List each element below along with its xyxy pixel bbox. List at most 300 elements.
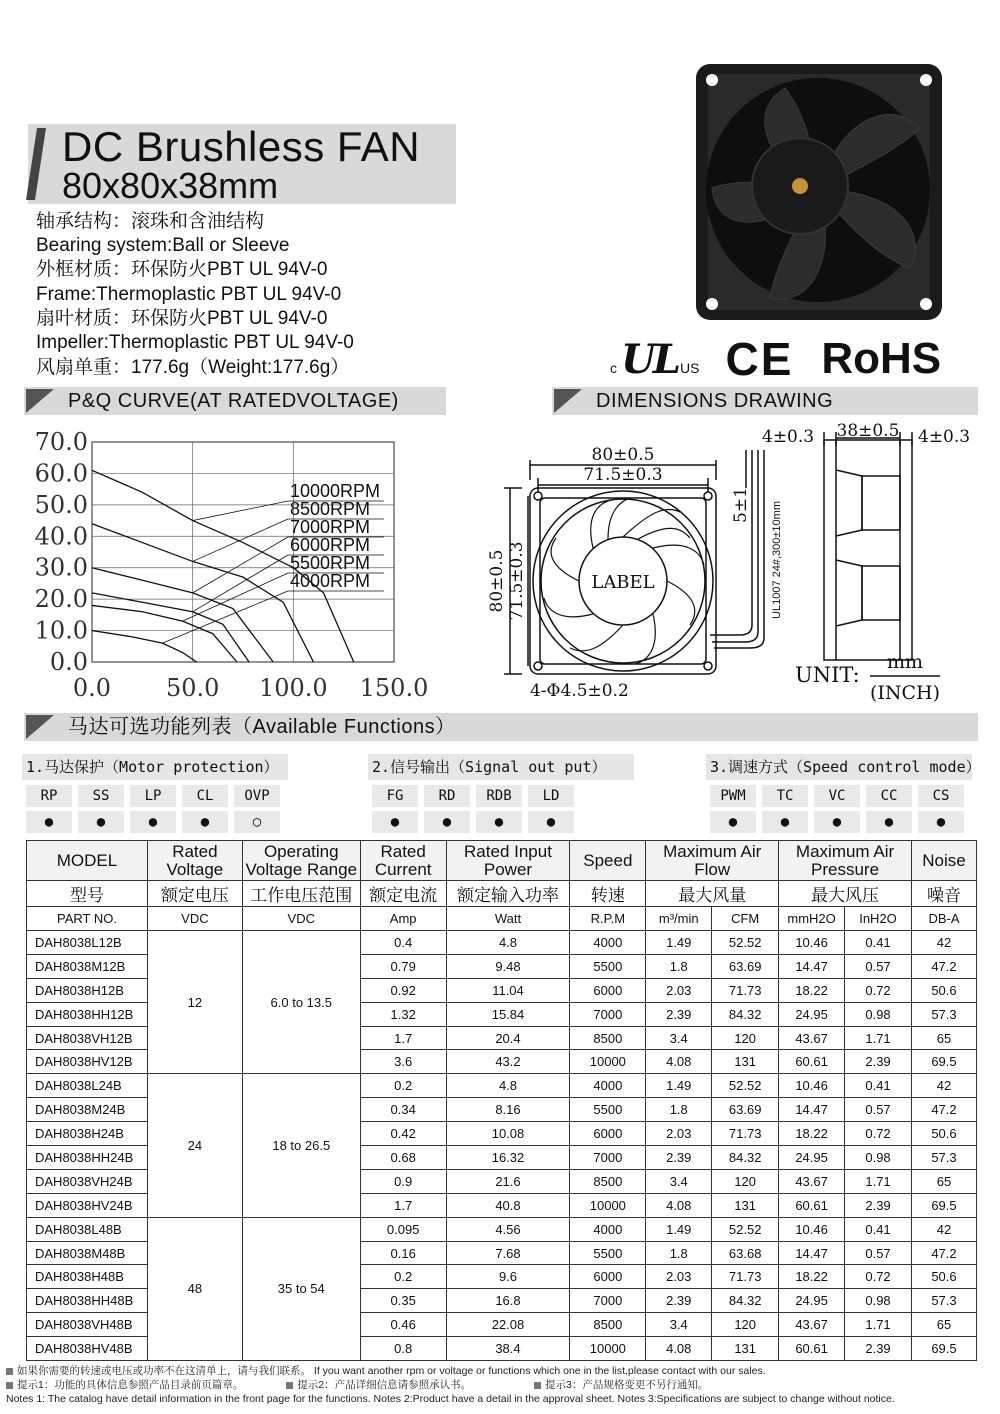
series-line-7000rpm [92, 568, 273, 662]
function-mark-rdb: ● [476, 811, 522, 833]
function-mark-cs: ● [918, 811, 964, 833]
noise-cell: 69.5 [911, 1337, 976, 1361]
pressure-mm-cell: 18.22 [779, 1122, 845, 1146]
current-cell: 0.2 [360, 1265, 446, 1289]
model-cell: DAH8038H12B [27, 978, 148, 1002]
airflow-m3-cell: 1.8 [646, 954, 712, 978]
noise-cell: 50.6 [911, 978, 976, 1002]
noise-cell: 42 [911, 1074, 976, 1098]
current-cell: 1.7 [360, 1026, 446, 1050]
speed-control-title: 3.调速方式（Speed control mode） [706, 754, 972, 780]
speed-cell: 8500 [570, 1169, 646, 1193]
power-cell: 15.84 [446, 1002, 570, 1026]
voltage-range-cell: 6.0 to 13.5 [242, 931, 360, 1074]
column-header: MODEL [27, 841, 148, 881]
model-cell: DAH8038VH12B [27, 1026, 148, 1050]
legend-label: 6000RPM [290, 535, 371, 555]
airflow-cfm-cell: 63.68 [712, 1241, 779, 1265]
speed-cell: 4000 [570, 931, 646, 955]
legend-label: 10000RPM [290, 481, 381, 501]
column-header-cn: 噪音 [911, 881, 976, 907]
speed-cell: 10000 [570, 1193, 646, 1217]
airflow-cfm-cell: 120 [712, 1169, 779, 1193]
pressure-mm-cell: 10.46 [779, 931, 845, 955]
legend-leader-line [193, 555, 288, 612]
function-code-pwm: PWM [710, 785, 756, 807]
y-tick-label: 30.0 [34, 553, 88, 582]
airflow-m3-cell: 1.49 [646, 1217, 712, 1241]
power-cell: 7.68 [446, 1241, 570, 1265]
airflow-cfm-cell: 52.52 [712, 1217, 779, 1241]
pq-section-header [24, 387, 446, 415]
function-code-rd: RD [424, 785, 470, 807]
function-code-vc: VC [814, 785, 860, 807]
noise-cell: 42 [911, 931, 976, 955]
x-tick-label: 150.0 [359, 674, 429, 702]
pressure-mm-cell: 18.22 [779, 1265, 845, 1289]
unit-header: mmH2O [779, 907, 845, 931]
ce-logo: CE [725, 333, 794, 385]
pressure-in-cell: 2.39 [845, 1050, 912, 1074]
speed-cell: 5500 [570, 1241, 646, 1265]
speed-cell: 6000 [570, 1265, 646, 1289]
model-cell: DAH8038H48B [27, 1265, 148, 1289]
pressure-in-cell: 1.71 [845, 1026, 912, 1050]
pressure-mm-cell: 14.47 [779, 1098, 845, 1122]
dim-mount-holes: 4-Φ4.5±0.2 [530, 681, 629, 701]
legend-label: 8500RPM [290, 499, 371, 519]
dims-section-header [552, 387, 978, 415]
unit-header: VDC [242, 907, 360, 931]
column-header: Rated Current [360, 841, 446, 881]
airflow-m3-cell: 4.08 [646, 1193, 712, 1217]
x-tick-label: 50.0 [165, 674, 220, 702]
airflow-cfm-cell: 131 [712, 1050, 779, 1074]
unit-label: UNIT: [795, 663, 860, 687]
speed-cell: 10000 [570, 1337, 646, 1361]
model-cell: DAH8038L12B [27, 931, 148, 955]
power-cell: 9.6 [446, 1265, 570, 1289]
rohs-logo: RoHS [821, 334, 942, 383]
airflow-m3-cell: 2.39 [646, 1146, 712, 1170]
pressure-in-cell: 0.41 [845, 931, 912, 955]
speed-cell: 7000 [570, 1289, 646, 1313]
column-header-cn: 额定电压 [147, 881, 242, 907]
model-cell: DAH8038L24B [27, 1074, 148, 1098]
pressure-in-cell: 0.98 [845, 1289, 912, 1313]
function-mark-ss: ● [78, 811, 124, 833]
column-header: Maximum Air Pressure [779, 841, 912, 881]
speed-cell: 8500 [570, 1313, 646, 1337]
wire-spec-text: UL1007 24#,300±10mm [771, 501, 783, 619]
function-code-tc: TC [762, 785, 808, 807]
signal-output-title: 2.信号输出（Signal out put） [368, 754, 634, 780]
airflow-m3-cell: 1.49 [646, 1074, 712, 1098]
airflow-cfm-cell: 63.69 [712, 1098, 779, 1122]
dim-side-right: 4±0.3 [918, 427, 971, 447]
current-cell: 1.32 [360, 1002, 446, 1026]
speed-cell: 4000 [570, 1074, 646, 1098]
noise-cell: 65 [911, 1169, 976, 1193]
pressure-mm-cell: 10.46 [779, 1217, 845, 1241]
airflow-m3-cell: 2.39 [646, 1002, 712, 1026]
function-code-cs: CS [918, 785, 964, 807]
note-tip3-text: 提示3：产品规格变更不另行通知。 [545, 1379, 709, 1391]
noise-cell: 42 [911, 1217, 976, 1241]
pressure-in-cell: 2.39 [845, 1193, 912, 1217]
note-tip1-text: 提示1：功能的具体信息参照产品目录前页篇章。 [17, 1379, 244, 1391]
pressure-in-cell: 0.98 [845, 1146, 912, 1170]
power-cell: 10.08 [446, 1122, 570, 1146]
pressure-in-cell: 0.72 [845, 1265, 912, 1289]
airflow-cfm-cell: 71.73 [712, 978, 779, 1002]
unit-mm: mm [886, 651, 924, 673]
legend-label: 5500RPM [290, 553, 371, 573]
column-header: Rated Input Power [446, 841, 570, 881]
current-cell: 0.79 [360, 954, 446, 978]
motor-protection-title: 1.马达保护（Motor protection） [22, 754, 288, 780]
column-header: Rated Voltage [147, 841, 242, 881]
note-bullet-icon [6, 1368, 13, 1375]
airflow-cfm-cell: 52.52 [712, 1074, 779, 1098]
airflow-m3-cell: 3.4 [646, 1026, 712, 1050]
spec-bearing-cn: 轴承结构：滚珠和含油结构 [36, 211, 265, 232]
noise-cell: 65 [911, 1313, 976, 1337]
model-cell: DAH8038H24B [27, 1122, 148, 1146]
airflow-m3-cell: 4.08 [646, 1337, 712, 1361]
column-header: Speed [570, 841, 646, 881]
airflow-cfm-cell: 84.32 [712, 1146, 779, 1170]
unit-header: PART NO. [27, 907, 148, 931]
function-code-ovp: OVP [234, 785, 280, 807]
pressure-in-cell: 0.41 [845, 1074, 912, 1098]
noise-cell: 47.2 [911, 954, 976, 978]
current-cell: 0.68 [360, 1146, 446, 1170]
pq-curve-chart [28, 420, 448, 710]
noise-cell: 65 [911, 1026, 976, 1050]
airflow-m3-cell: 2.39 [646, 1289, 712, 1313]
legend-label: 4000RPM [290, 571, 371, 591]
function-code-lp: LP [130, 785, 176, 807]
function-mark-tc: ● [762, 811, 808, 833]
current-cell: 0.35 [360, 1289, 446, 1313]
airflow-cfm-cell: 71.73 [712, 1122, 779, 1146]
model-cell: DAH8038L48B [27, 1217, 148, 1241]
pressure-mm-cell: 24.95 [779, 1146, 845, 1170]
function-mark-ld: ● [528, 811, 574, 833]
model-cell: DAH8038HH12B [27, 1002, 148, 1026]
power-cell: 4.8 [446, 931, 570, 955]
pressure-in-cell: 0.98 [845, 1002, 912, 1026]
y-tick-label: 10.0 [34, 616, 88, 645]
column-header: Operating Voltage Range [242, 841, 360, 881]
y-tick-label: 0.0 [49, 648, 88, 676]
airflow-m3-cell: 3.4 [646, 1313, 712, 1337]
model-cell: DAH8038HV24B [27, 1193, 148, 1217]
function-code-cc: CC [866, 785, 912, 807]
noise-cell: 50.6 [911, 1122, 976, 1146]
airflow-m3-cell: 2.03 [646, 978, 712, 1002]
power-cell: 11.04 [446, 978, 570, 1002]
note-tips-en: Notes 1: The catalog have detail information in the front page for the functions. Notes 2:Product have a detail in the approval sheet. Notes 3:Specifications are subject to change without notice. [6, 1393, 895, 1405]
dim-wire-offset: 5±1 [731, 487, 751, 523]
noise-cell: 57.3 [911, 1146, 976, 1170]
column-header-cn: 额定输入功率 [446, 881, 570, 907]
legend-leader-line [193, 519, 288, 561]
airflow-m3-cell: 1.49 [646, 931, 712, 955]
unit-header: Amp [360, 907, 446, 931]
power-cell: 43.2 [446, 1050, 570, 1074]
pressure-mm-cell: 43.67 [779, 1313, 845, 1337]
model-cell: DAH8038VH48B [27, 1313, 148, 1337]
y-tick-label: 20.0 [34, 585, 88, 614]
model-cell: DAH8038M12B [27, 954, 148, 978]
power-cell: 16.32 [446, 1146, 570, 1170]
function-mark-rd: ● [424, 811, 470, 833]
rated-voltage-cell: 12 [147, 931, 242, 1074]
noise-cell: 57.3 [911, 1002, 976, 1026]
spec-frame-cn: 外框材质：环保防火PBT UL 94V-0 [36, 259, 328, 280]
fan-product-image [690, 58, 948, 324]
functions-section-header [24, 713, 978, 741]
header-row-en [27, 841, 977, 881]
fan-label-text: LABEL [591, 572, 655, 593]
legend-leader-line [193, 537, 288, 593]
column-header-cn: 额定电流 [360, 881, 446, 907]
dim-outer-width: 80±0.5 [591, 445, 655, 465]
function-mark-pwm: ● [710, 811, 756, 833]
dim-hole-height: 71.5±0.3 [507, 541, 527, 621]
dim-outer-height: 80±0.5 [487, 549, 507, 613]
dimensions-drawing [487, 420, 990, 710]
airflow-cfm-cell: 63.69 [712, 954, 779, 978]
airflow-m3-cell: 3.4 [646, 1169, 712, 1193]
pressure-in-cell: 0.72 [845, 978, 912, 1002]
section-triangle-icon [26, 389, 54, 413]
current-cell: 0.16 [360, 1241, 446, 1265]
speed-cell: 5500 [570, 954, 646, 978]
table-row [27, 1217, 977, 1241]
pressure-in-cell: 0.57 [845, 954, 912, 978]
speed-cell: 10000 [570, 1050, 646, 1074]
airflow-m3-cell: 4.08 [646, 1050, 712, 1074]
airflow-m3-cell: 1.8 [646, 1241, 712, 1265]
airflow-cfm-cell: 52.52 [712, 931, 779, 955]
ul-us-mark: US [680, 360, 700, 376]
airflow-cfm-cell: 71.73 [712, 1265, 779, 1289]
pressure-in-cell: 0.57 [845, 1098, 912, 1122]
dim-side-left: 4±0.3 [762, 427, 815, 447]
spec-impeller-cn: 扇叶材质：环保防火PBT UL 94V-0 [36, 308, 328, 329]
legend-leader-line [193, 501, 288, 521]
column-header-cn: 转速 [570, 881, 646, 907]
function-mark-cl: ● [182, 811, 228, 833]
section-triangle-icon [26, 715, 54, 739]
model-cell: DAH8038HH48B [27, 1289, 148, 1313]
pressure-in-cell: 0.41 [845, 1217, 912, 1241]
power-cell: 4.8 [446, 1074, 570, 1098]
unit-header: CFM [712, 907, 779, 931]
function-mark-lp: ● [130, 811, 176, 833]
spec-frame-en: Frame:Thermoplastic PBT UL 94V-0 [36, 284, 342, 305]
series-line-8500rpm [92, 524, 313, 662]
power-cell: 22.08 [446, 1313, 570, 1337]
rated-voltage-cell: 48 [147, 1217, 242, 1360]
unit-inch: (INCH) [869, 682, 941, 704]
model-cell: DAH8038M24B [27, 1098, 148, 1122]
current-cell: 0.095 [360, 1217, 446, 1241]
dim-side-depth: 38±0.5 [836, 421, 900, 441]
note-tip2-text: 提示2：产品详细信息请参照承认书。 [297, 1379, 472, 1391]
unit-header: Watt [446, 907, 570, 931]
ul-logo: UL [621, 335, 679, 383]
noise-cell: 47.2 [911, 1241, 976, 1265]
model-cell: DAH8038HV12B [27, 1050, 148, 1074]
power-cell: 21.6 [446, 1169, 570, 1193]
functions-section-title: 马达可选功能列表（Available Functions） [68, 716, 456, 738]
pressure-mm-cell: 14.47 [779, 1241, 845, 1265]
airflow-cfm-cell: 131 [712, 1337, 779, 1361]
power-cell: 20.4 [446, 1026, 570, 1050]
table-row [27, 931, 977, 955]
column-header-cn: 最大风压 [779, 881, 912, 907]
legend-leader-line [183, 573, 288, 621]
power-cell: 8.16 [446, 1098, 570, 1122]
airflow-cfm-cell: 120 [712, 1026, 779, 1050]
airflow-cfm-cell: 84.32 [712, 1002, 779, 1026]
y-tick-label: 60.0 [34, 459, 88, 488]
function-code-ld: LD [528, 785, 574, 807]
noise-cell: 47.2 [911, 1098, 976, 1122]
y-tick-label: 40.0 [34, 522, 88, 551]
unit-header: VDC [147, 907, 242, 931]
pressure-mm-cell: 60.61 [779, 1050, 845, 1074]
speed-cell: 5500 [570, 1098, 646, 1122]
pressure-mm-cell: 24.95 [779, 1289, 845, 1313]
current-cell: 1.7 [360, 1193, 446, 1217]
current-cell: 0.8 [360, 1337, 446, 1361]
note-bullet-icon [534, 1382, 541, 1389]
pressure-mm-cell: 43.67 [779, 1169, 845, 1193]
airflow-cfm-cell: 131 [712, 1193, 779, 1217]
current-cell: 0.92 [360, 978, 446, 1002]
airflow-m3-cell: 2.03 [646, 1122, 712, 1146]
unit-header: R.P.M [570, 907, 646, 931]
current-cell: 0.46 [360, 1313, 446, 1337]
function-mark-rp: ● [26, 811, 72, 833]
product-size: 80x80x38mm [62, 165, 279, 206]
voltage-range-cell: 18 to 26.5 [242, 1074, 360, 1217]
unit-header: InH2O [845, 907, 912, 931]
table-row [27, 1074, 977, 1098]
function-code-ss: SS [78, 785, 124, 807]
speed-cell: 7000 [570, 1002, 646, 1026]
speed-cell: 6000 [570, 978, 646, 1002]
product-title: DC Brushless FAN [62, 123, 421, 170]
power-cell: 38.4 [446, 1337, 570, 1361]
note-tips-cn [6, 1378, 708, 1392]
function-mark-vc: ● [814, 811, 860, 833]
airflow-cfm-cell: 84.32 [712, 1289, 779, 1313]
noise-cell: 57.3 [911, 1289, 976, 1313]
spec-table [26, 840, 977, 1361]
power-cell: 4.56 [446, 1217, 570, 1241]
power-cell: 40.8 [446, 1193, 570, 1217]
pressure-mm-cell: 18.22 [779, 978, 845, 1002]
x-tick-label: 0.0 [72, 674, 112, 702]
airflow-cfm-cell: 120 [712, 1313, 779, 1337]
pressure-in-cell: 0.57 [845, 1241, 912, 1265]
legend-label: 7000RPM [290, 517, 371, 537]
power-cell: 9.48 [446, 954, 570, 978]
note-contact-text: 如果你需要的转速或电压或功率不在这清单上，请与我们联系。 If you want another rpm or voltage or functions which one in the list,please contact with our sales. [17, 1365, 766, 1377]
pressure-in-cell: 2.39 [845, 1337, 912, 1361]
y-tick-label: 50.0 [34, 490, 88, 519]
current-cell: 0.9 [360, 1169, 446, 1193]
airflow-m3-cell: 1.8 [646, 1098, 712, 1122]
note-bullet-icon [286, 1382, 293, 1389]
function-code-cl: CL [182, 785, 228, 807]
unit-header: DB-A [911, 907, 976, 931]
spec-weight: 风扇单重：177.6g（Weight:177.6g） [36, 357, 350, 378]
certification-marks [608, 334, 941, 384]
speed-cell: 6000 [570, 1122, 646, 1146]
spec-bearing-en: Bearing system:Ball or Sleeve [36, 235, 290, 256]
current-cell: 0.34 [360, 1098, 446, 1122]
pressure-mm-cell: 24.95 [779, 1002, 845, 1026]
dim-hole-width: 71.5±0.3 [583, 465, 663, 485]
pressure-in-cell: 1.71 [845, 1169, 912, 1193]
column-header: Noise [911, 841, 976, 881]
pressure-in-cell: 1.71 [845, 1313, 912, 1337]
function-code-fg: FG [372, 785, 418, 807]
rated-voltage-cell: 24 [147, 1074, 242, 1217]
note-bullet-icon [6, 1382, 13, 1389]
speed-cell: 7000 [570, 1146, 646, 1170]
noise-cell: 69.5 [911, 1193, 976, 1217]
speed-cell: 8500 [570, 1026, 646, 1050]
current-cell: 0.4 [360, 931, 446, 955]
x-tick-label: 100.0 [258, 674, 328, 702]
model-cell: DAH8038HV48B [27, 1337, 148, 1361]
function-code-rdb: RDB [476, 785, 522, 807]
speed-cell: 4000 [570, 1217, 646, 1241]
column-header-cn: 型号 [27, 881, 148, 907]
model-cell: DAH8038HH24B [27, 1146, 148, 1170]
header-row-units [27, 907, 977, 931]
column-header: Maximum Air Flow [646, 841, 779, 881]
voltage-range-cell: 35 to 54 [242, 1217, 360, 1360]
series-line-6000rpm [92, 593, 249, 662]
pressure-mm-cell: 60.61 [779, 1337, 845, 1361]
column-header-cn: 工作电压范围 [242, 881, 360, 907]
noise-cell: 50.6 [911, 1265, 976, 1289]
pressure-mm-cell: 10.46 [779, 1074, 845, 1098]
function-mark-ovp: ○ [234, 811, 280, 833]
function-code-rp: RP [26, 785, 72, 807]
ul-c-mark: c [610, 360, 617, 376]
unit-header: m³/min [646, 907, 712, 931]
current-cell: 0.2 [360, 1074, 446, 1098]
current-cell: 0.42 [360, 1122, 446, 1146]
section-triangle-icon [554, 389, 582, 413]
function-mark-cc: ● [866, 811, 912, 833]
current-cell: 3.6 [360, 1050, 446, 1074]
pressure-mm-cell: 43.67 [779, 1026, 845, 1050]
power-cell: 16.8 [446, 1289, 570, 1313]
pressure-in-cell: 0.72 [845, 1122, 912, 1146]
pressure-mm-cell: 60.61 [779, 1193, 845, 1217]
